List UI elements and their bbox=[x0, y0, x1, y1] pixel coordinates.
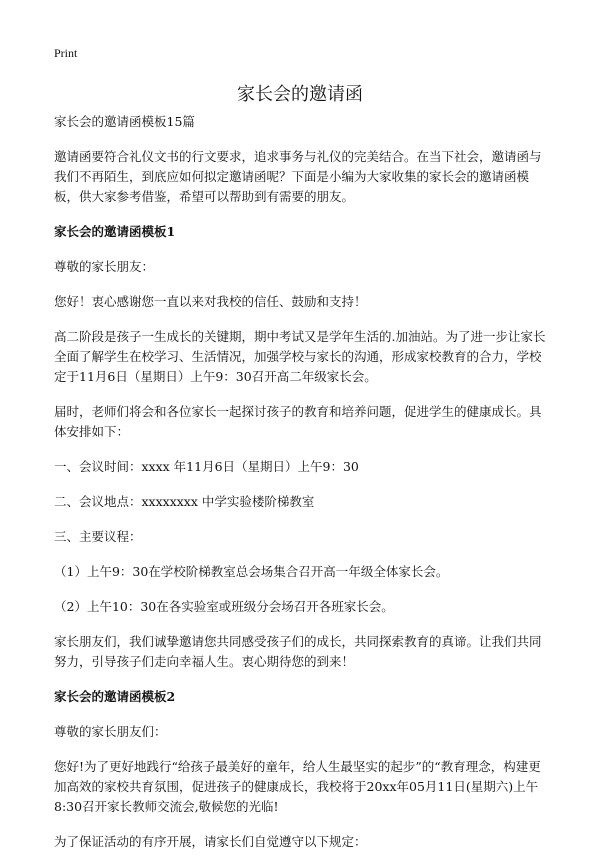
print-link[interactable]: Print bbox=[54, 46, 78, 60]
intro-paragraph: 邀请函要符合礼仪文书的行文要求，追求事务与礼仪的完美结合。在当下社会，邀请函与我们不再陌生，到底应如何拟定邀请函呢？下面是小编为大家收集的家长会的邀请函模板，供大家参考借鉴，希望可以帮助到有需要的朋友。 bbox=[54, 149, 542, 204]
template1-item-agenda: 三、主要议程： bbox=[54, 529, 142, 544]
template1-salutation: 尊敬的家长朋友： bbox=[54, 259, 155, 274]
template1-item-location: 二、会议地点：xxxxxxxx 中学实验楼阶梯教室 bbox=[54, 494, 315, 509]
template1-item-time: 一、会议时间：xxxx 年11月6日（星期日）上午9：30 bbox=[54, 459, 359, 474]
template1-paragraph-1: 高二阶段是孩子一生成长的关键期，期中考试又是学年生活的.加油站。为了进一步让家长全面了解学生在校学习、生活情况，加强学校与家长的沟通，形成家校教育的合力，学校定于11月6日（星期日）上午9：30召开高二年级家长会。 bbox=[54, 329, 546, 384]
page-title: 家长会的邀请函 bbox=[237, 84, 363, 105]
template2-salutation: 尊敬的家长朋友们： bbox=[54, 724, 167, 739]
subtitle: 家长会的邀请函模板15篇 bbox=[54, 114, 195, 129]
template1-agenda-1: （1）上午9：30在学校阶梯教室总会场集合召开高一年级全体家长会。 bbox=[54, 564, 449, 579]
template1-agenda-2: （2）上午10：30在各实验室或班级分会场召开各班家长会。 bbox=[54, 599, 394, 614]
template1-closing: 家长朋友们，我们诚挚邀请您共同感受孩子们的成长，共同探索教育的真谛。让我们共同努力，引导孩子们走向幸福人生。衷心期待您的到来！ bbox=[54, 634, 542, 669]
template2-paragraph-2: 为了保证活动的有序开展，请家长们自觉遵守以下规定： bbox=[54, 834, 367, 849]
template1-heading: 家长会的邀请函模板1 bbox=[54, 224, 176, 239]
template2-paragraph-1: 您好!为了更好地践行“给孩子最美好的童年，给人生最坚实的起步”的“教育理念，构建更加高效的家校共育氛围，促进孩子的健康成长，我校将于20xx年05月11日(星期六)上午8:30召开家长教师交流会,敬候您的光临! bbox=[54, 759, 541, 814]
template2-heading: 家长会的邀请函模板2 bbox=[54, 689, 176, 704]
template1-greeting: 您好！衷心感谢您一直以来对我校的信任、鼓励和支持！ bbox=[54, 294, 367, 309]
template1-paragraph-2: 届时，老师们将会和各位家长一起探讨孩子的教育和培养问题，促进学生的健康成长。具体安排如下： bbox=[54, 404, 542, 439]
document-body bbox=[54, 112, 552, 867]
